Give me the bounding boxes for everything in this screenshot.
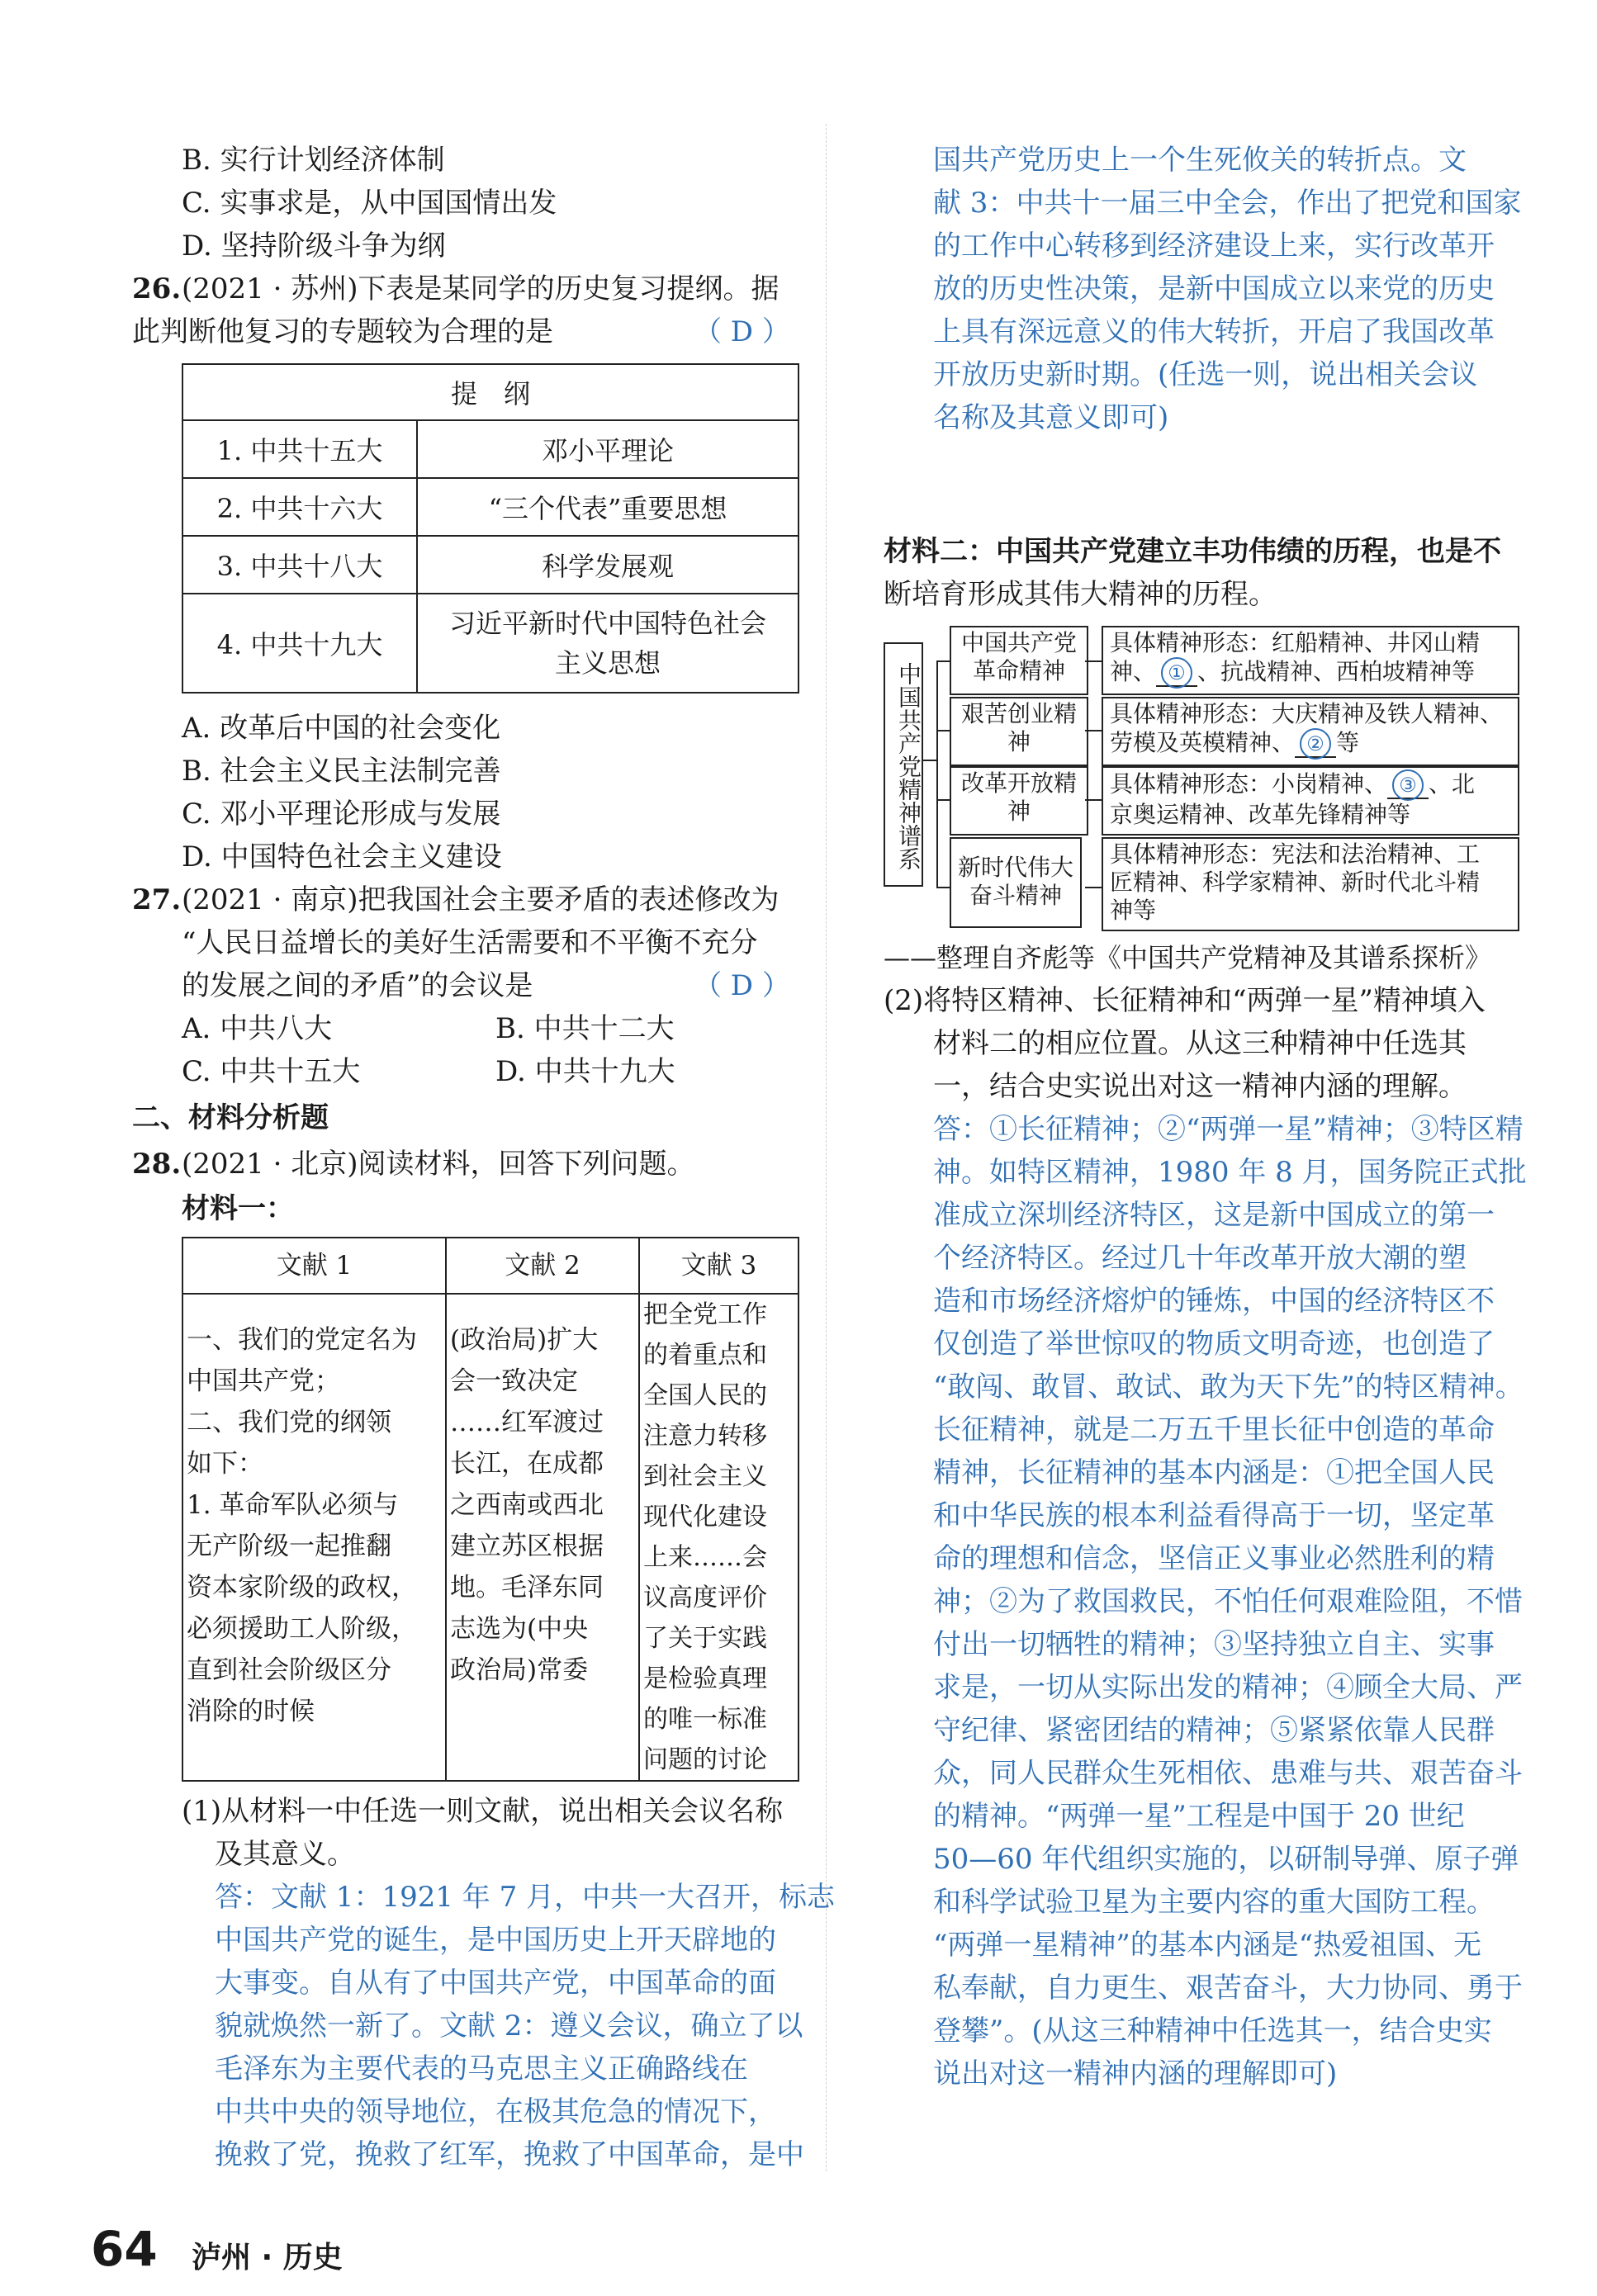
- column-divider: [826, 124, 827, 2171]
- doc-line: 议高度评价: [643, 1584, 767, 1612]
- answer-line: 造和市场经济熔炉的锤炼，中国的经济特区不: [933, 1285, 1495, 1318]
- doc-line: 之西南或西北: [450, 1490, 604, 1520]
- material-two-text: 材料二：中国共产党建立丰功伟绩的历程，也是不: [884, 535, 1501, 568]
- blank-number: ①: [1161, 657, 1192, 689]
- detail-line: [1110, 769, 1511, 801]
- q28-stem: (2021 · 北京)阅读材料，回答下列问题。: [182, 1148, 695, 1181]
- doc-line: 如下：: [187, 1449, 263, 1479]
- q28-sub1-2: 及其意义。: [215, 1838, 355, 1871]
- doc-line: 志选为(中央: [450, 1614, 589, 1644]
- connector: [936, 660, 938, 887]
- answer-line: 守纪律、紧密团结的精神；⑤紧紧依靠人民群: [933, 1714, 1495, 1747]
- diagram-root: 中国共产党精神谱系: [884, 642, 923, 887]
- detail-text: 、抗战精神、西柏坡精神等: [1197, 658, 1476, 685]
- q27-number: 27.: [132, 883, 182, 916]
- answer-line: 神。如特区精神，1980 年 8 月，国务院正式批: [933, 1156, 1527, 1189]
- answer-line: 求是，一切从实际出发的精神；④顾全大局、严: [933, 1671, 1523, 1704]
- q27-stem-2: “人民日益增长的美好生活需要和不平衡不充分: [182, 926, 758, 959]
- detail-text: 具体精神形态：小岗精神、: [1110, 770, 1388, 798]
- table-cell: “三个代表”重要思想: [417, 478, 798, 536]
- answer-line: 和科学试验卫星为主要内容的重大国防工程。: [933, 1886, 1495, 1919]
- connector: [936, 799, 950, 801]
- table-cell: 邓小平理论: [417, 420, 798, 478]
- detail-line: 京奥运精神、改革先锋精神等: [1110, 801, 1411, 828]
- table-header: 文献 1: [182, 1238, 446, 1294]
- blank-number: ③: [1392, 769, 1424, 801]
- doc-line: 会一致决定: [450, 1366, 578, 1396]
- q28-sub2-2: 材料二的相应位置。从这三种精神中任选其: [933, 1027, 1467, 1060]
- connector: [1085, 887, 1102, 888]
- connector: [936, 887, 950, 888]
- q26-option-d: D. 中国特色社会主义建设: [182, 840, 502, 873]
- doc-line: ……红军渡过: [450, 1408, 604, 1437]
- table-cell: 4. 中共十九大: [182, 594, 417, 693]
- doc2-cell: [446, 1294, 639, 1781]
- detail-line: 具体精神形态：红船精神、井冈山精: [1110, 629, 1481, 656]
- doc-line: 建立苏区根据: [450, 1531, 604, 1561]
- answer-line: 开放历史新时期。(任选一则，说出相关会议: [933, 358, 1478, 391]
- table-cell: [417, 594, 798, 693]
- answer-line: “两弹一星精神”的基本内涵是“热爱祖国、无: [933, 1929, 1482, 1962]
- blank-3: [1387, 770, 1429, 799]
- q26-number: 26.: [132, 272, 182, 305]
- blank-number: ②: [1300, 728, 1331, 760]
- q26-outline-table: [182, 363, 799, 694]
- doc-line: 政治局)常委: [450, 1655, 589, 1685]
- q26-option-a: A. 改革后中国的社会变化: [182, 712, 501, 745]
- q25-option-c: C. 实事求是，从中国国情出发: [182, 187, 557, 220]
- q27-stem-3: 的发展之间的矛盾”的会议是: [182, 969, 533, 1002]
- doc-line: 消除的时候: [187, 1697, 315, 1726]
- answer-line: 众，同人民群众生死相依、患难与共、艰苦奋斗: [933, 1757, 1523, 1790]
- detail-text: 神、: [1110, 658, 1157, 685]
- doc-line: 无产阶级一起推翻: [187, 1531, 391, 1561]
- answer-line: 精神，长征精神的基本内涵是：①把全国人民: [933, 1456, 1495, 1489]
- doc-line: 到社会主义: [643, 1462, 767, 1491]
- connector: [936, 660, 950, 662]
- detail-line: 神等: [1110, 897, 1157, 924]
- q27-option-d: D. 中共十九大: [495, 1055, 675, 1088]
- table-header: 文献 3: [639, 1238, 798, 1294]
- detail-text: 劳模及英模精神、: [1110, 729, 1296, 756]
- detail-line: [1110, 657, 1511, 689]
- answer-line: 个经济特区。经过几十年改革开放大潮的塑: [933, 1242, 1467, 1275]
- doc-line: 地。毛泽东同: [450, 1573, 604, 1602]
- doc-line: 问题的讨论: [643, 1745, 767, 1774]
- branch-4-detail: [1102, 837, 1519, 931]
- doc-line: 上来……会: [643, 1543, 767, 1572]
- cell-line: 习近平新时代中国特色社会: [448, 608, 766, 639]
- doc-line: 注意力转移: [643, 1422, 767, 1451]
- branch-3-box: 改革开放精神: [950, 766, 1088, 836]
- material-two-source: ——整理自齐彪等《中国共产党精神及其谱系探析》: [884, 942, 1492, 973]
- detail-text: 等: [1336, 729, 1360, 756]
- doc-line: 把全党工作: [643, 1300, 767, 1329]
- table-cell: 1. 中共十五大: [182, 420, 417, 478]
- table-title: 提 纲: [182, 364, 798, 420]
- q27-option-c: C. 中共十五大: [182, 1055, 361, 1088]
- answer-line: 的工作中心转移到经济建设上来，实行改革开: [933, 230, 1495, 263]
- doc-line: 的唯一标准: [643, 1705, 767, 1734]
- doc-line: 一、我们的党定名为: [187, 1325, 417, 1355]
- table-cell: 科学发展观: [417, 536, 798, 594]
- answer-line: 仅创造了举世惊叹的物质文明奇迹，也创造了: [933, 1328, 1495, 1361]
- answer-line: 50—60 年代组织实施的，以研制导弹、原子弹: [933, 1843, 1519, 1876]
- answer-line: 大事变。自从有了中国共产党，中国革命的面: [215, 1967, 776, 2000]
- q27-stem-1: (2021 · 南京)把我国社会主要矛盾的表述修改为: [182, 883, 780, 916]
- answer-line: 和中华民族的根本利益看得高于一切，坚定革: [933, 1499, 1495, 1532]
- connector: [1085, 660, 1102, 662]
- material-two-1: [884, 532, 1501, 571]
- detail-line: 具体精神形态：大庆精神及铁人精神、: [1110, 700, 1504, 727]
- doc1-cell: [182, 1294, 446, 1781]
- page-number: 64: [91, 2221, 158, 2277]
- answer-line: 挽救了党，挽救了红军，挽救了中国革命，是中: [215, 2138, 804, 2171]
- q28-sub2-3: 一，结合史实说出对这一精神内涵的理解。: [933, 1070, 1467, 1103]
- q26-stem-1: (2021 · 苏州)下表是某同学的历史复习提纲。据: [182, 272, 780, 305]
- answer-line: 答：①长征精神；②“两弹一星”精神；③特区精: [933, 1113, 1524, 1146]
- q28-number: 28.: [132, 1148, 182, 1181]
- q27-option-a: A. 中共八大: [182, 1012, 333, 1045]
- branch-3-detail: [1102, 766, 1519, 836]
- q26-stem-2: 此判断他复习的专题较为合理的是: [132, 315, 553, 348]
- answer-line: 献 3：中共十一届三中全会，作出了把党和国家: [933, 187, 1522, 220]
- doc-line: 二、我们党的纲领: [187, 1408, 391, 1437]
- answer-line: 放的历史性决策，是新中国成立以来党的历史: [933, 272, 1495, 305]
- q27-answer: （ D ）: [694, 969, 790, 1002]
- answer-line: 名称及其意义即可): [933, 401, 1169, 434]
- answer-line: 神；②为了救国救民，不怕任何艰难险阻，不惜: [933, 1585, 1523, 1618]
- q26-option-c: C. 邓小平理论形成与发展: [182, 798, 501, 831]
- section-heading: 二、材料分析题: [132, 1101, 329, 1134]
- answer-line: 付出一切牺牲的精神；③坚持独立自主、实事: [933, 1628, 1495, 1661]
- q28-sub2-1: (2)将特区精神、长征精神和“两弹一星”精神填入: [884, 984, 1486, 1017]
- cell-line: 主义思想: [554, 647, 661, 679]
- doc-line: 现代化建设: [643, 1503, 767, 1531]
- connector: [1085, 730, 1102, 731]
- doc-line: 中国共产党；: [187, 1366, 340, 1396]
- material-one-label: 材料一：: [182, 1192, 294, 1225]
- doc-line: 的着重点和: [643, 1341, 767, 1370]
- branch-2-box: 艰苦创业精神: [950, 697, 1088, 766]
- answer-line: 私奉献，自力更生、艰苦奋斗，大力协同、勇于: [933, 1972, 1523, 2005]
- answer-line: 的精神。“两弹一星”工程是中国于 20 世纪: [933, 1800, 1465, 1833]
- q26-answer: （ D ）: [694, 315, 790, 348]
- material-two-2: 断培育形成其伟大精神的历程。: [884, 578, 1277, 611]
- connector: [936, 730, 950, 731]
- q25-option-b: B. 实行计划经济体制: [182, 144, 445, 177]
- detail-line: 具体精神形态：宪法和法治精神、工: [1110, 840, 1481, 868]
- doc-line: 是检验真理: [643, 1664, 767, 1693]
- doc3-cell: [639, 1294, 798, 1781]
- page-label: 泸州 · 历史: [192, 2241, 343, 2275]
- blank-1: [1156, 658, 1197, 687]
- answer-line: “敢闯、敢冒、敢试、敢为天下先”的特区精神。: [933, 1370, 1524, 1404]
- table-cell: 2. 中共十六大: [182, 478, 417, 536]
- doc-line: 资本家阶级的政权，: [187, 1573, 417, 1602]
- detail-text: 、北: [1429, 770, 1476, 798]
- answer-line: 国共产党历史上一个生死攸关的转折点。文: [933, 144, 1467, 177]
- branch-4-box: 新时代伟大奋斗精神: [950, 837, 1082, 928]
- material-one-table: [182, 1237, 799, 1782]
- answer-line: 说出对这一精神内涵的理解即可): [933, 2057, 1338, 2090]
- doc-line: 长江，在成都: [450, 1449, 604, 1479]
- doc-line: 了关于实践: [643, 1624, 767, 1653]
- doc-line: (政治局)扩大: [450, 1325, 599, 1355]
- branch-2-detail: [1102, 697, 1519, 766]
- answer-line: 长征精神，就是二万五千里长征中创造的革命: [933, 1413, 1495, 1446]
- answer-line: 中共中央的领导地位，在极其危急的情况下，: [215, 2095, 776, 2128]
- answer-line: 中国共产党的诞生，是中国历史上开天辟地的: [215, 1924, 776, 1957]
- detail-line: [1110, 728, 1511, 760]
- branch-1-box: 中国共产党革命精神: [950, 626, 1088, 695]
- doc-line: 必须援助工人阶级，: [187, 1614, 417, 1644]
- answer-line: 答：文献 1：1921 年 7 月，中共一大召开，标志: [215, 1881, 836, 1914]
- answer-line: 命的理想和信念，坚信正义事业必然胜利的精: [933, 1542, 1495, 1575]
- q26-option-b: B. 社会主义民主法制完善: [182, 755, 501, 788]
- doc-line: 直到社会阶级区分: [187, 1655, 391, 1685]
- branch-1-detail: [1102, 626, 1519, 695]
- q25-option-d: D. 坚持阶级斗争为纲: [182, 230, 446, 263]
- blank-2: [1295, 729, 1336, 758]
- answer-line: 毛泽东为主要代表的马克思主义正确路线在: [215, 2052, 748, 2085]
- doc-line: 1. 革命军队必须与: [187, 1490, 399, 1520]
- q27-option-b: B. 中共十二大: [495, 1012, 675, 1045]
- table-header: 文献 2: [446, 1238, 639, 1294]
- answer-line: 上具有深远意义的伟大转折，开启了我国改革: [933, 315, 1495, 348]
- detail-line: 匠精神、科学家精神、新时代北斗精: [1110, 869, 1481, 896]
- q28-sub1-1: (1)从材料一中任选一则文献，说出相关会议名称: [182, 1795, 784, 1828]
- connector: [1085, 799, 1102, 801]
- answer-line: 准成立深圳经济特区，这是新中国成立的第一: [933, 1199, 1495, 1232]
- connector: [922, 760, 936, 761]
- answer-line: 登攀”。(从这三种精神中任选其一，结合史实: [933, 2014, 1492, 2047]
- doc-line: 全国人民的: [643, 1381, 767, 1410]
- table-cell: 3. 中共十八大: [182, 536, 417, 594]
- answer-line: 貌就焕然一新了。文献 2：遵义会议，确立了以: [215, 2010, 803, 2043]
